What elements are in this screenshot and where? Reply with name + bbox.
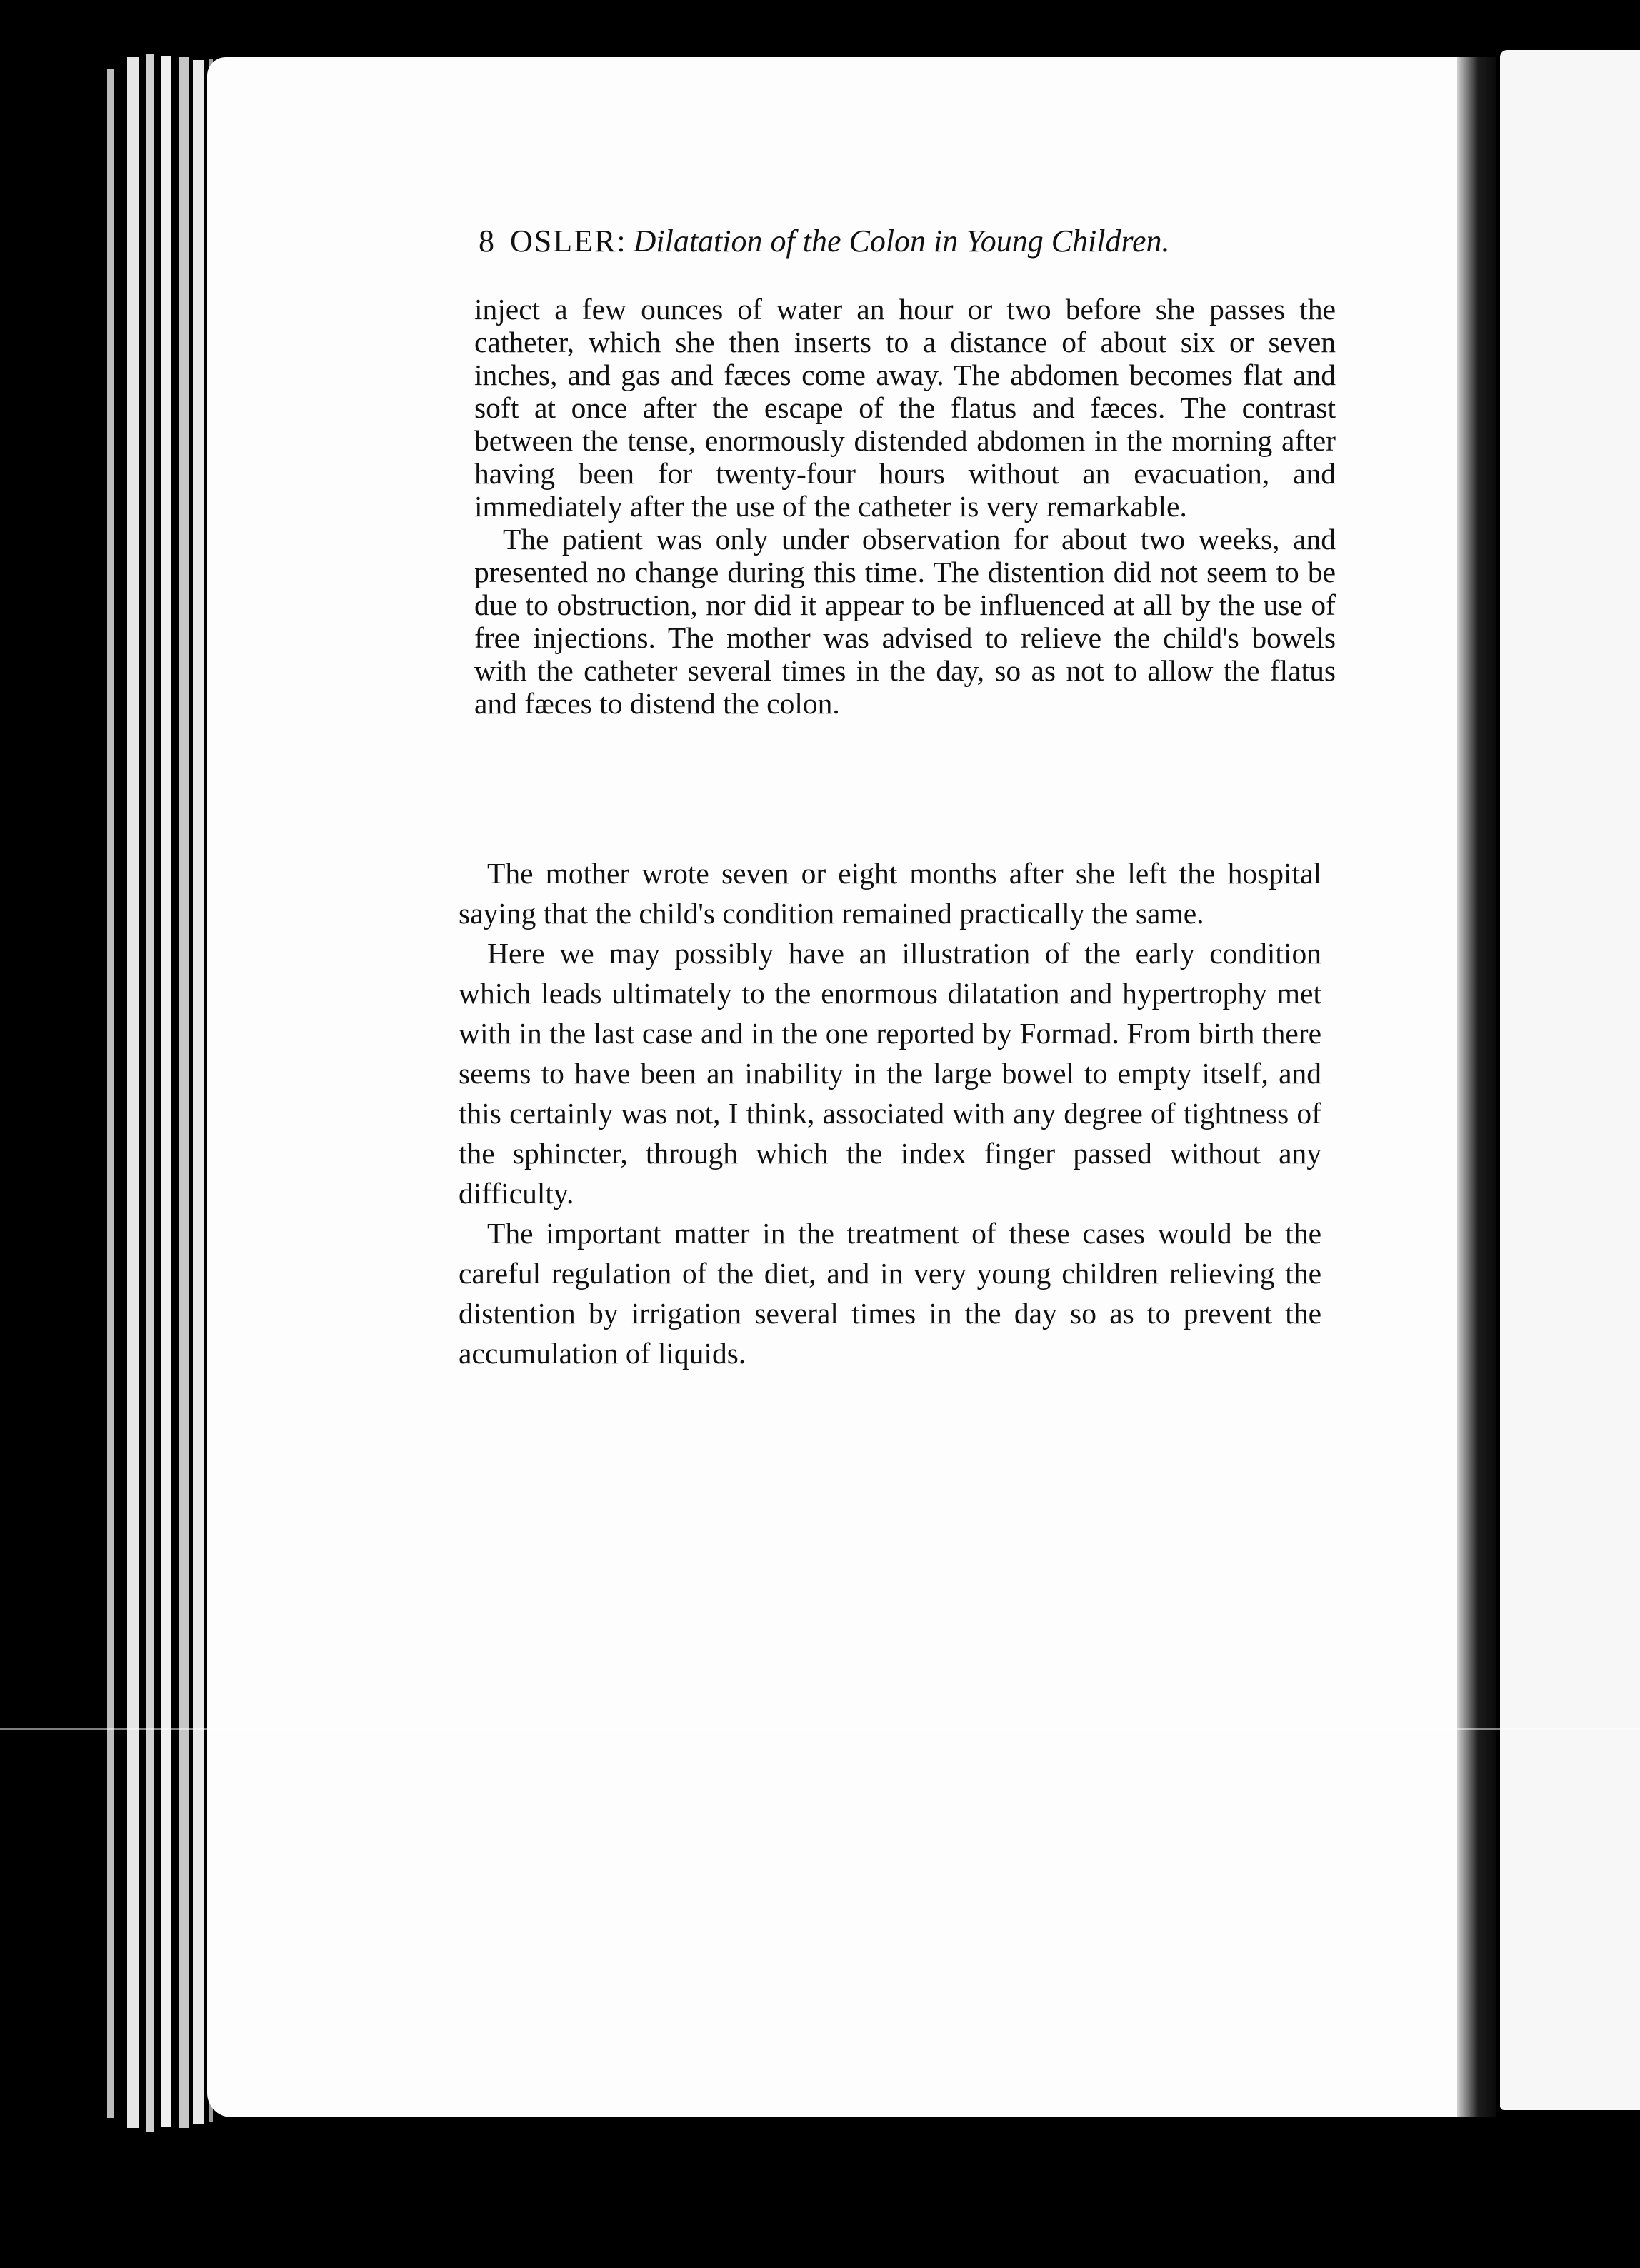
paragraph-continued: inject a few ounces of water an hour or two before she passes the catheter, which she then inserts to a distance of about six or seven inches, and gas and fæces come away. The abdomen becomes flat and soft at once after the escape of the flatus and fæces. The contrast between the tense, enormously distended abdomen in the morning after having been for twenty-four hours without an evacuation, and immediately after the use of the catheter is very remarkable.	[474, 293, 1336, 523]
head-separator: :	[616, 224, 626, 259]
paragraph: The important matter in the treatment of these cases would be the careful regulation of the diet, and in very young children relieving the distention by irrigation several times in the day so as to prevent the accumulation of liquids.	[459, 1217, 1321, 1370]
main-print-block	[459, 853, 1321, 1373]
small-print-block	[474, 293, 1336, 720]
paragraph: The mother wrote seven or eight months after she left the hospital saying that the child's condition remained practically the same.	[459, 857, 1321, 930]
running-head	[479, 223, 1336, 259]
scan-artifact-line	[0, 1728, 1640, 1730]
page-edge	[161, 56, 171, 2127]
page-edge	[107, 69, 114, 2118]
facing-page	[1500, 50, 1640, 2110]
page-edge	[146, 54, 154, 2132]
paragraph: Here we may possibly have an illustration of the early condition which leads ultimately to the enormous dilatation and hypertrophy met with in the last case and in the one reported by Formad. From birth there seems to have been an inability in the large bowel to empty itself, and this certainly was not, I think, associated with any degree of tightness of the sphincter, through which the index finger passed without any difficulty.	[459, 937, 1321, 1210]
page-edge	[193, 60, 204, 2124]
author-name: OSLER	[510, 224, 617, 259]
book-spine	[1457, 57, 1496, 2117]
article-title: Dilatation of the Colon in Young Children.	[633, 224, 1170, 259]
paragraph: The patient was only under observation for about two weeks, and presented no change during this time. The distention did not seem to be due to obstruction, nor did it appear to be influenced at all by the use of free injections. The mother was advised to relieve the child's bowels with the catheter several times in the day, so as not to allow the flatus and fæces to distend the colon.	[474, 523, 1336, 720]
page-edge	[179, 57, 189, 2128]
page-number: 8	[479, 224, 494, 259]
page-edge	[127, 57, 139, 2128]
